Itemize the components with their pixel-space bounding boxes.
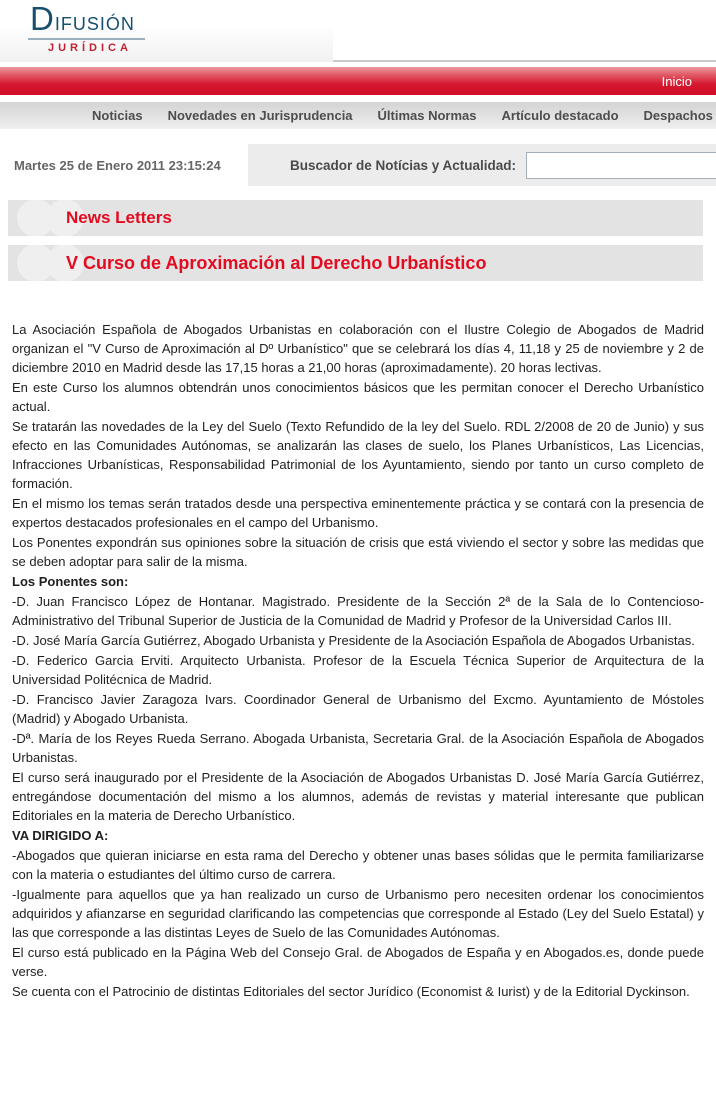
article-paragraph: Se tratarán las novedades de la Ley del Suelo (Texto Refundido de la ley del Suelo. RDL 2/2008 de 20 de Junio) y sus efecto en las Comunidades Autónomas, se analizarán las clases de suelo, los Planes Urbanísticos, Las Licencias, Infracciones Urbanísticas, Responsabilidad Patrimonial de los Ayuntamiento, siendo por tanto un curso completo de formación. [12, 419, 704, 491]
nav-item-noticias[interactable]: Noticias [92, 108, 143, 123]
article-paragraph: -D. José María García Gutiérrez, Abogado Urbanista y Presidente de la Asociación Española de Abogados Urbanistas. [12, 633, 695, 648]
search-input[interactable] [526, 152, 716, 179]
search-label: Buscador de Notícias y Actualidad: [290, 157, 517, 173]
article-paragraph: -D. Federico Garcia Erviti. Arquitecto Urbanista. Profesor de la Escuela Técnica Superior de Arquitectura de la Universidad Politécnica de Madrid. [12, 653, 704, 687]
masthead [0, 0, 716, 62]
brand-subname: JURÍDICA [48, 42, 132, 54]
toolbar [0, 144, 716, 186]
article-paragraph: El curso será inaugurado por el Presidente de la Asociación de Abogados Urbanistas D. José María García Gutiérrez, entregándose documentación del mismo a los alumnos, además de revistas y material interesante que publican Editoriales en la materia de Derecho Urbanístico. [12, 770, 704, 823]
article-title: V Curso de Aproximación al Derecho Urbanístico [66, 253, 487, 273]
logo-box [0, 0, 333, 62]
article-paragraph: -D. Juan Francisco López de Hontanar. Magistrado. Presidente de la Sección 2ª de la Sala de lo Contencioso-Administrativo del Tribunal Superior de Justicia de la Comunidad de Madrid y Profesor de la Universidad Carlos III. [12, 594, 704, 628]
article-paragraph: -Igualmente para aquellos que ya han realizado un curso de Urbanismo pero necesiten ordenar los conocimientos adquiridos y afianzarse en seguridad clarificando las competencias que corresponde al Estado (Ley del Suelo Estatal) y las que corresponde a las distintas Leyes de Suelo de las Comunidades Autónomas. [12, 887, 704, 940]
article-subheading: VA DIRIGIDO A: [12, 828, 109, 843]
topbar-link-inicio[interactable]: Inicio [661, 73, 692, 89]
article-paragraph: En el mismo los temas serán tratados desde una perspectiva eminentemente práctica y se contará con la presencia de expertos destacados profesionales en el campo del Urbanismo. [12, 496, 704, 530]
datetime-label: Martes 25 de Enero 2011 23:15:24 [14, 157, 221, 173]
article-paragraph: Se cuenta con el Patrocinio de distintas Editoriales del sector Jurídico (Economist & Iurist) y de la Editorial Dyckinson. [12, 984, 690, 999]
brand-logo[interactable] [0, 0, 170, 54]
article-paragraph: En este Curso los alumnos obtendrán unos conocimientos básicos que les permitan conocer el Derecho Urbanístico actual. [12, 380, 704, 414]
article-paragraph: Los Ponentes expondrán sus opiniones sobre la situación de crisis que está viviendo el sector y sobre las medidas que se deben adoptar para salir de la misma. [12, 535, 704, 569]
section-bar-newsletters [8, 200, 703, 236]
search-bar [248, 144, 716, 186]
article-paragraph: -Abogados que quieran iniciarse en esta rama del Derecho y obtener unas bases sólidas que le permita familiarizarse con la materia o estudiantes del último curso de carrera. [12, 848, 704, 882]
brand-name: Difusión [28, 4, 145, 40]
nav-item-articulo-destacado[interactable]: Artículo destacado [501, 108, 619, 123]
topbar [0, 67, 716, 95]
article-body [12, 320, 704, 1001]
article-paragraph: El curso está publicado en la Página Web del Consejo Gral. de Abogados de España y en Abogados.es, donde puede verse. [12, 945, 704, 979]
section-title-newsletters: News Letters [66, 208, 172, 227]
main-nav [0, 102, 716, 129]
nav-item-ultimas-normas[interactable]: Últimas Normas [377, 108, 477, 123]
article-paragraph: La Asociación Española de Abogados Urbanistas en colaboración con el Ilustre Colegio de Abogados de Madrid organizan el "V Curso de Aproximación al Dº Urbanístico" que se celebrará los días 4, 11,18 y 25 de noviembre y 2 de diciembre 2010 en Madrid desde las 17,15 horas a 21,00 horas (aproximadamente). 20 horas lectivas. [12, 322, 704, 375]
nav-item-novedades-en-jurisprudencia[interactable]: Novedades en Jurisprudencia [167, 108, 353, 123]
nav-item-despachos[interactable]: Despachos [643, 108, 713, 123]
article-paragraph: -Dª. María de los Reyes Rueda Serrano. Abogada Urbanista, Secretaria Gral. de la Asociación Española de Abogados Urbanistas. [12, 731, 704, 765]
article-paragraph: -D. Francisco Javier Zaragoza Ivars. Coordinador General de Urbanismo del Excmo. Ayuntamiento de Móstoles (Madrid) y Abogado Urbanista. [12, 692, 704, 726]
section-bar-article [8, 245, 703, 281]
article-subheading: Los Ponentes son: [12, 574, 129, 589]
